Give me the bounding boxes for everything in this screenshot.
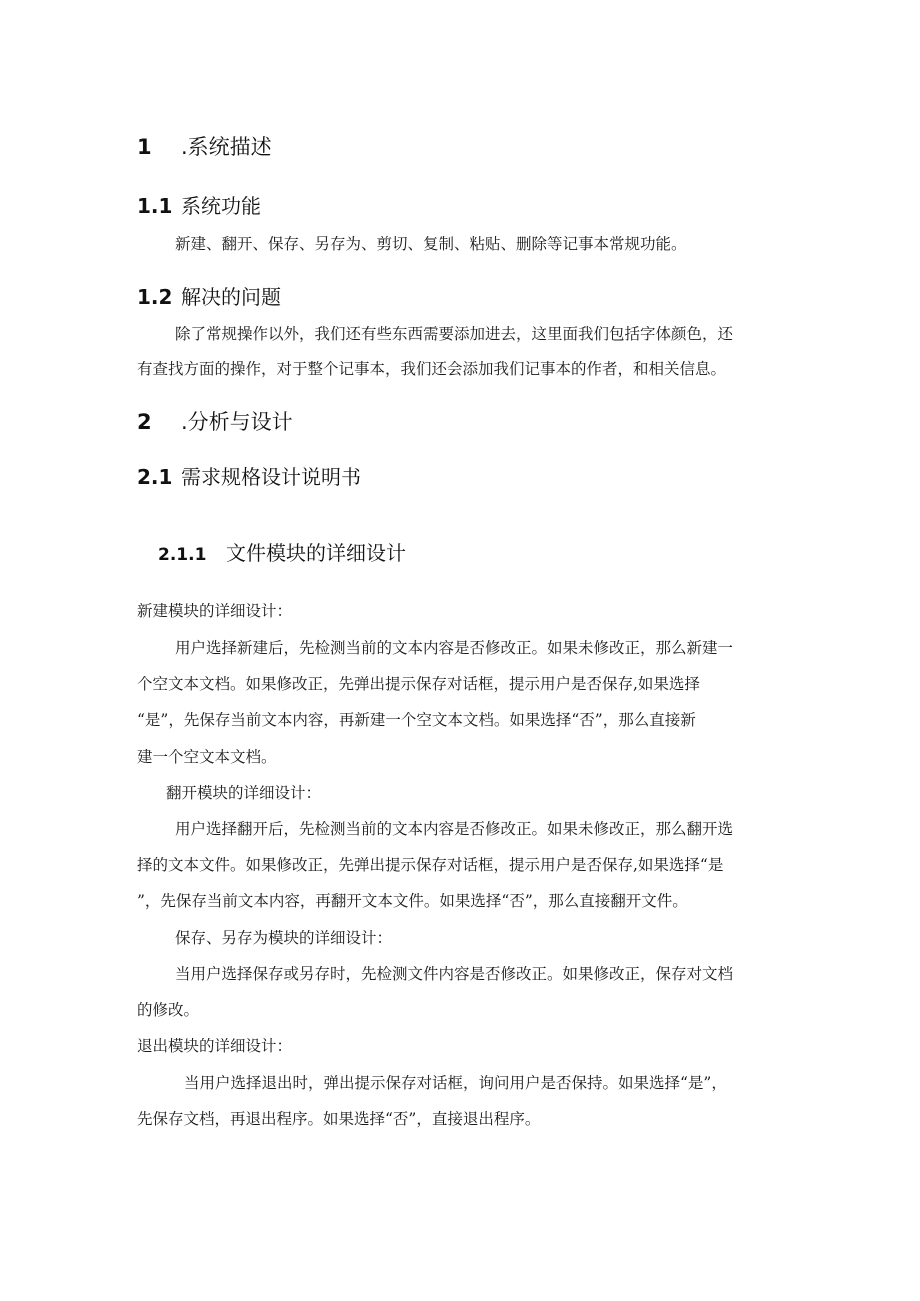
- paragraph-line: “是”，先保存当前文本内容，再新建一个空文本文档。如果选择“否”，那么直接新: [137, 711, 696, 729]
- paragraph-line: 当用户选择退出时，弹出提示保存对话框，询问用户是否保持。如果选择“是”，: [184, 1074, 727, 1092]
- paragraph-line: 用户选择翻开后，先检测当前的文本内容是否修改正。如果未修改正，那么翻开选: [175, 820, 734, 838]
- subsection-title: 退出模块的详细设计：: [137, 1037, 293, 1055]
- paragraph-line: 用户选择新建后，先检测当前的文本内容是否修改正。如果未修改正，那么新建一: [175, 639, 734, 657]
- paragraph-line: 当用户选择保存或另存时，先检测文件内容是否修改正。如果修改正，保存对文档: [175, 965, 734, 983]
- paragraph-line: 有查找方面的操作，对于整个记事本，我们还会添加我们记事本的作者，和相关信息。: [137, 360, 727, 378]
- paragraph-line: 除了常规操作以外，我们还有些东西需要添加进去，这里面我们包括字体颜色，还: [175, 325, 734, 343]
- heading-title: 解决的问题: [181, 285, 281, 309]
- heading-title: 文件模块的详细设计: [226, 541, 406, 565]
- paragraph-line: 新建、翻开、保存、另存为、剪切、复制、粘贴、删除等记事本常规功能。: [175, 235, 687, 253]
- heading-number: 1.2: [137, 285, 173, 309]
- heading-number: 2: [137, 410, 152, 434]
- heading-section-2-1-1: [158, 537, 406, 566]
- subsection-title: 新建模块的详细设计：: [137, 602, 293, 620]
- heading-number: 1: [137, 135, 152, 159]
- paragraph-line: 的修改。: [137, 1001, 200, 1019]
- heading-number: 2.1: [137, 465, 173, 489]
- subsection-title: 翻开模块的详细设计：: [166, 784, 322, 802]
- paragraph-line: ”，先保存当前文本内容，再翻开文本文件。如果选择“否”，那么直接翻开文件。: [137, 892, 688, 910]
- heading-section-1-2: [137, 281, 281, 310]
- paragraph-line: 择的文本文件。如果修改正，先弹出提示保存对话框，提示用户是否保存,如果选择“是: [137, 856, 724, 874]
- heading-number: 1.1: [137, 194, 173, 218]
- heading-section-1-1: [137, 190, 261, 219]
- heading-title: 需求规格设计说明书: [181, 465, 361, 489]
- heading-section-2-1: [137, 461, 361, 490]
- heading-section-1: [137, 131, 272, 161]
- paragraph-line: 先保存文档，再退出程序。如果选择“否”，直接退出程序。: [137, 1110, 541, 1128]
- heading-title: .分析与设计: [181, 410, 293, 434]
- paragraph-line: 个空文本文档。如果修改正，先弹出提示保存对话框，提示用户是否保存,如果选择: [137, 675, 700, 693]
- paragraph-line: 建一个空文本文档。: [137, 748, 277, 766]
- subsection-title: 保存、另存为模块的详细设计：: [175, 929, 393, 947]
- heading-section-2: [137, 406, 293, 436]
- heading-title: 系统功能: [181, 194, 261, 218]
- heading-number: 2.1.1: [158, 545, 207, 565]
- heading-title: .系统描述: [181, 135, 272, 159]
